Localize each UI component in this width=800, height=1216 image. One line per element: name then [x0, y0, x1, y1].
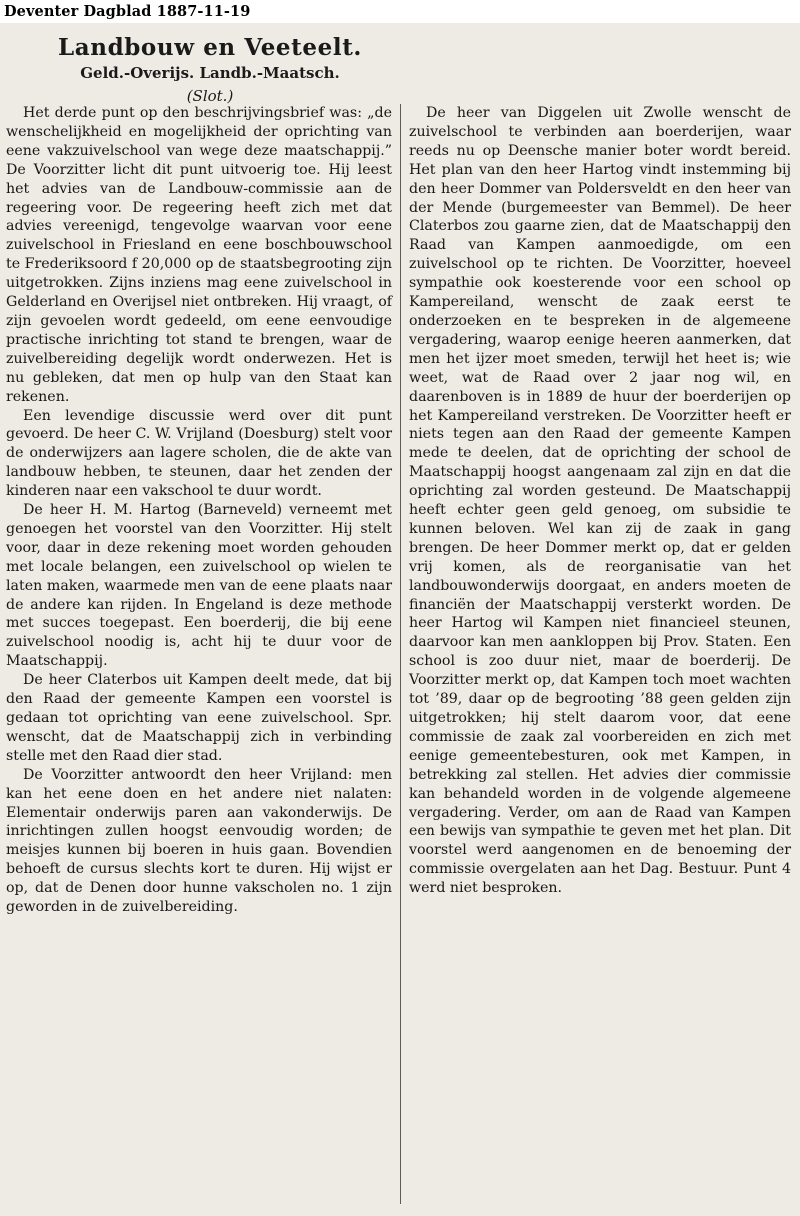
- paragraph: De heer H. M. Hartog (Barneveld) verneemt met genoegen het voorstel van den Voorzitter. Hij stelt voor, daar in deze rekening moet worden gehouden met locale belangen, een zuivelschool op wielen te laten maken, waarmede men van de eene plaats naar de andere kan rijden. In Engeland is deze methode met succes toegepast. Een boerderij, die bij eene zuivelschool noodig is, acht hij te duur voor de Maatschappij.: [6, 502, 392, 670]
- article-subtitle: Geld.-Overijs. Landb.-Maatsch.: [80, 64, 340, 82]
- paragraph: De heer Claterbos uit Kampen deelt mede, dat bij den Raad der gemeente Kampen een voorstel is gedaan tot oprichting van eene zuivelschool. Spr. wenscht, dat de Maatschappij zich in verbinding stelle met den Raad dier stad.: [6, 672, 392, 764]
- article-title: Landbouw en Veeteelt.: [57, 34, 363, 61]
- column-divider: [400, 104, 401, 1204]
- source-label: Deventer Dagblad 1887-11-19: [4, 3, 251, 20]
- paragraph: De Voorzitter antwoordt den heer Vrijland: men kan het eene doen en het andere niet nalaten: Elementair onderwijs paren aan vakonderwijs. De inrichtingen zullen hoogst eenvoudig worden; de meisjes kunnen bij boeren in huis gaan. Bovendien behoeft de cursus slechts kort te duren. Hij wijst er op, dat de Denen door hunne vakscholen no. 1 zijn geworden in de zuivelbereiding.: [6, 766, 392, 916]
- left-column: [6, 104, 392, 917]
- right-column: [409, 104, 791, 898]
- paragraph: Een levendige discussie werd over dit punt gevoerd. De heer C. W. Vrijland (Doesburg) stelt voor de onderwijzers aan lagere scholen, die de akte van landbouw hebben, te steunen, daar het zenden der kinderen naar een vakschool te duur wordt.: [6, 407, 392, 500]
- paragraph: De heer van Diggelen uit Zwolle wenscht de zuivelschool te verbinden aan boerderijen, waar reeds nu op Deensche manier boter wordt bereid. Het plan van den heer Hartog vindt instemming bij den heer Dommer van Poldersveldt en den heer van der Mende (burgemeester van Bemmel). De heer Claterbos zou gaarne zien, dat de Maatschappij den Raad van Kampen aanmoedigde, om een zuivelschool op te richten. De Voorzitter, hoeveel sympathie ook koesterende voor een school op Kampereiland, wenscht de zaak eerst te onderzoeken en te bespreken in de algemeene vergadering, waarop eenige heeren aanmerken, dat men het ijzer moet smeden, terwijl het heet is; wie weet, wat de Raad over 2 jaar nog wil, en daarenboven is in 1889 de huur der boerderijen op het Kampereiland verstreken. De Voorzitter heeft er niets tegen aan den Raad der gemeente Kampen mede te deelen, dat de oprichting der school de Maatschappij hoogst aangenaam zal zijn en dat die oprichting zal worden gesteund. De Maatschappij heeft echter geen geld genoeg, om subsidie te kunnen beloven. Wel kan zij de zaak in gang brengen. De heer Dommer merkt op, dat er gelden vrij komen, als de reorganisatie van het landbouwonderwijs doorgaat, en anders moeten de financiën der Maatschappij versterkt worden. De heer Hartog wil Kampen niet financieel steunen, daarvoor kan men aankloppen bij Prov. Staten. Een school is zoo duur niet, maar de boerderij. De Voorzitter merkt op, dat Kampen toch moet wachten tot ’89, daar op de begrooting ’88 geen gelden zijn uitgetrokken; hij stelt daarom voor, dat eene commissie de zaak zal voorbereiden en zich met eenige gemeentebesturen, ook met Kampen, in betrekking zal stellen. Het advies dier commissie kan behandeld worden in de volgende algemeene vergadering. Verder, om aan de Raad van Kampen een bewijs van sympathie te geven met het plan. Dit voorstel werd aangenomen en de benoeming der commissie overgelaten aan het Dag. Bestuur. Punt 4 werd niet besproken.: [409, 105, 791, 897]
- paragraph: Het derde punt op den beschrijvingsbrief was: „de wenschelijkheid en mogelijkheid der oprichting van eene vakzuivelschool van wege deze maatschappij.” De Voorzitter licht dit punt uitvoerig toe. Hij leest het advies van de Landbouw-commissie aan de regeering voor. De regeering heeft zich met dat advies vereenigd, tengevolge waarvan voor eene zuivelschool in Friesland en eene boschbouwschool te Frederiksoord f 20,000 op de staatsbegrooting zijn uitgetrokken. Zijns inziens mag eene zuivelschool in Gelderland en Overijsel niet ontbreken. Hij vraagt, of zijn gevoelen wordt gedeeld, om eene eenvoudige practische inrichting tot stand te brengen, waar de zuivelbereiding degelijk wordt onderwezen. Het is nu gebleken, dat men op hulp van den Staat kan rekenen.: [6, 105, 392, 405]
- article-continuation-note: (Slot.): [186, 87, 234, 105]
